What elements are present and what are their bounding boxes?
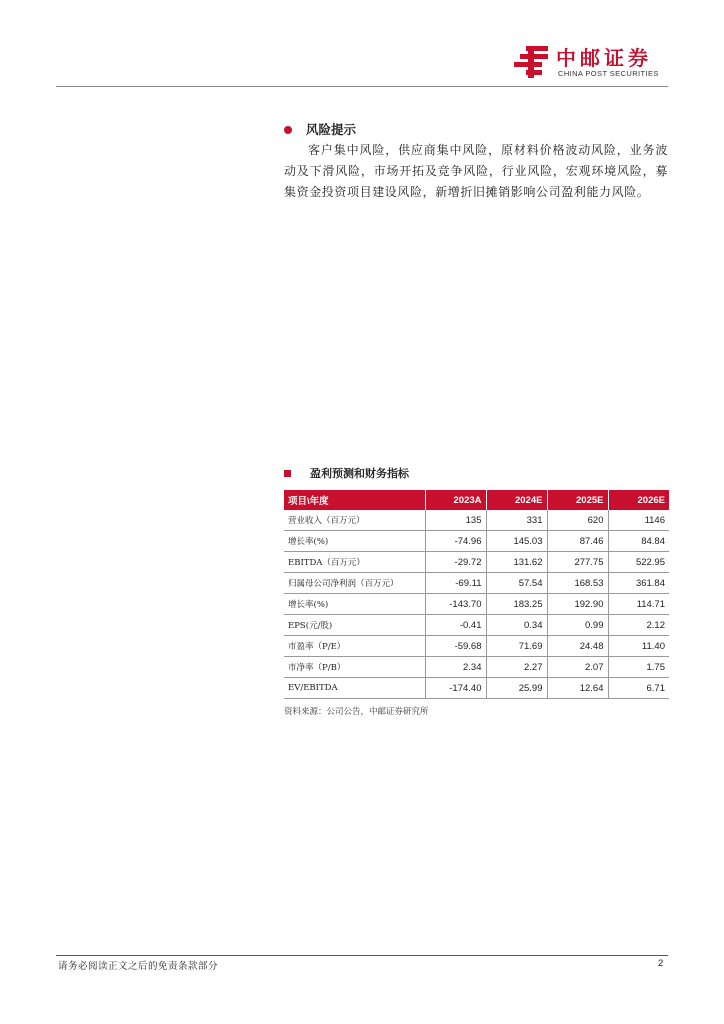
table-cell: -74.96 <box>425 531 486 552</box>
row-label: 增长率(%) <box>284 594 425 615</box>
table-cell: -143.70 <box>425 594 486 615</box>
financial-table <box>284 490 669 699</box>
table-cell: 24.48 <box>547 636 608 657</box>
header-cell: 2024E <box>486 490 547 510</box>
table-cell: 522.95 <box>608 552 669 573</box>
table-cell: -0.41 <box>425 615 486 636</box>
table-cell: 145.03 <box>486 531 547 552</box>
header-cell: 项目\年度 <box>284 490 425 510</box>
row-label: 增长率(%) <box>284 531 425 552</box>
header-divider <box>56 86 668 87</box>
table-cell: 1146 <box>608 510 669 531</box>
table-cell: -69.11 <box>425 573 486 594</box>
table-cell: 6.71 <box>608 678 669 699</box>
header-cell: 2025E <box>547 490 608 510</box>
table-cell: 114.71 <box>608 594 669 615</box>
table-cell: 183.25 <box>486 594 547 615</box>
row-label: EV/EBITDA <box>284 678 425 699</box>
table-cell: 2.34 <box>425 657 486 678</box>
row-label: EBITDA（百万元） <box>284 552 425 573</box>
table-row <box>284 552 669 573</box>
table-cell: 12.64 <box>547 678 608 699</box>
table-cell: 2.12 <box>608 615 669 636</box>
table-header-row <box>284 490 669 510</box>
table-cell: 277.75 <box>547 552 608 573</box>
header-cell: 2023A <box>425 490 486 510</box>
table-row <box>284 678 669 699</box>
table-cell: 1.75 <box>608 657 669 678</box>
table-cell: -59.68 <box>425 636 486 657</box>
china-post-logo-icon <box>512 46 552 78</box>
risk-title: 风险提示 <box>306 122 357 137</box>
table-cell: 0.99 <box>547 615 608 636</box>
table-row <box>284 531 669 552</box>
table-cell: 25.99 <box>486 678 547 699</box>
risk-section <box>284 120 668 203</box>
table-row <box>284 636 669 657</box>
table-cell: 0.34 <box>486 615 547 636</box>
footer-divider <box>56 955 668 956</box>
table-row <box>284 657 669 678</box>
table-cell: 192.90 <box>547 594 608 615</box>
footer-disclaimer: 请务必阅读正文之后的免责条款部分 <box>58 961 219 972</box>
table-cell: 331 <box>486 510 547 531</box>
table-cell: 84.84 <box>608 531 669 552</box>
row-label: EPS(元/股) <box>284 615 425 636</box>
table-cell: 361.84 <box>608 573 669 594</box>
row-label: 市净率（P/B） <box>284 657 425 678</box>
bullet-dot-icon <box>284 126 292 134</box>
risk-heading <box>284 120 668 140</box>
logo-chinese-text: 中邮证券 <box>556 46 652 70</box>
row-label: 市盈率（P/E） <box>284 636 425 657</box>
company-logo <box>512 42 672 82</box>
table-cell: 2.27 <box>486 657 547 678</box>
row-label: 营业收入（百万元） <box>284 510 425 531</box>
logo-english-text: CHINA POST SECURITIES <box>558 69 659 78</box>
table-row <box>284 615 669 636</box>
row-label: 归属母公司净利润（百万元） <box>284 573 425 594</box>
table-title: 盈利预测和财务指标 <box>310 467 409 480</box>
financial-table-section <box>284 466 669 717</box>
table-cell: 620 <box>547 510 608 531</box>
page-number: 2 <box>658 958 664 969</box>
table-cell: 168.53 <box>547 573 608 594</box>
table-cell: 87.46 <box>547 531 608 552</box>
table-cell: 57.54 <box>486 573 547 594</box>
table-cell: 71.69 <box>486 636 547 657</box>
table-heading <box>284 466 669 482</box>
square-bullet-icon <box>284 470 291 477</box>
table-cell: 11.40 <box>608 636 669 657</box>
risk-body: 客户集中风险，供应商集中风险，原材料价格波动风险，业务波动及下滑风险，市场开拓及竞争风险，行业风险，宏观环境风险，募集资金投资项目建设风险，新增折旧摊销影响公司盈利能力风险。 <box>284 143 668 199</box>
table-cell: 131.62 <box>486 552 547 573</box>
header-cell: 2026E <box>637 494 665 506</box>
table-source-note: 资料来源：公司公告，中邮证券研究所 <box>284 707 429 717</box>
table-row <box>284 510 669 531</box>
table-cell: -174.40 <box>425 678 486 699</box>
table-cell: 135 <box>425 510 486 531</box>
table-cell: -29.72 <box>425 552 486 573</box>
table-cell: 2.07 <box>547 657 608 678</box>
table-row <box>284 573 669 594</box>
table-row <box>284 594 669 615</box>
